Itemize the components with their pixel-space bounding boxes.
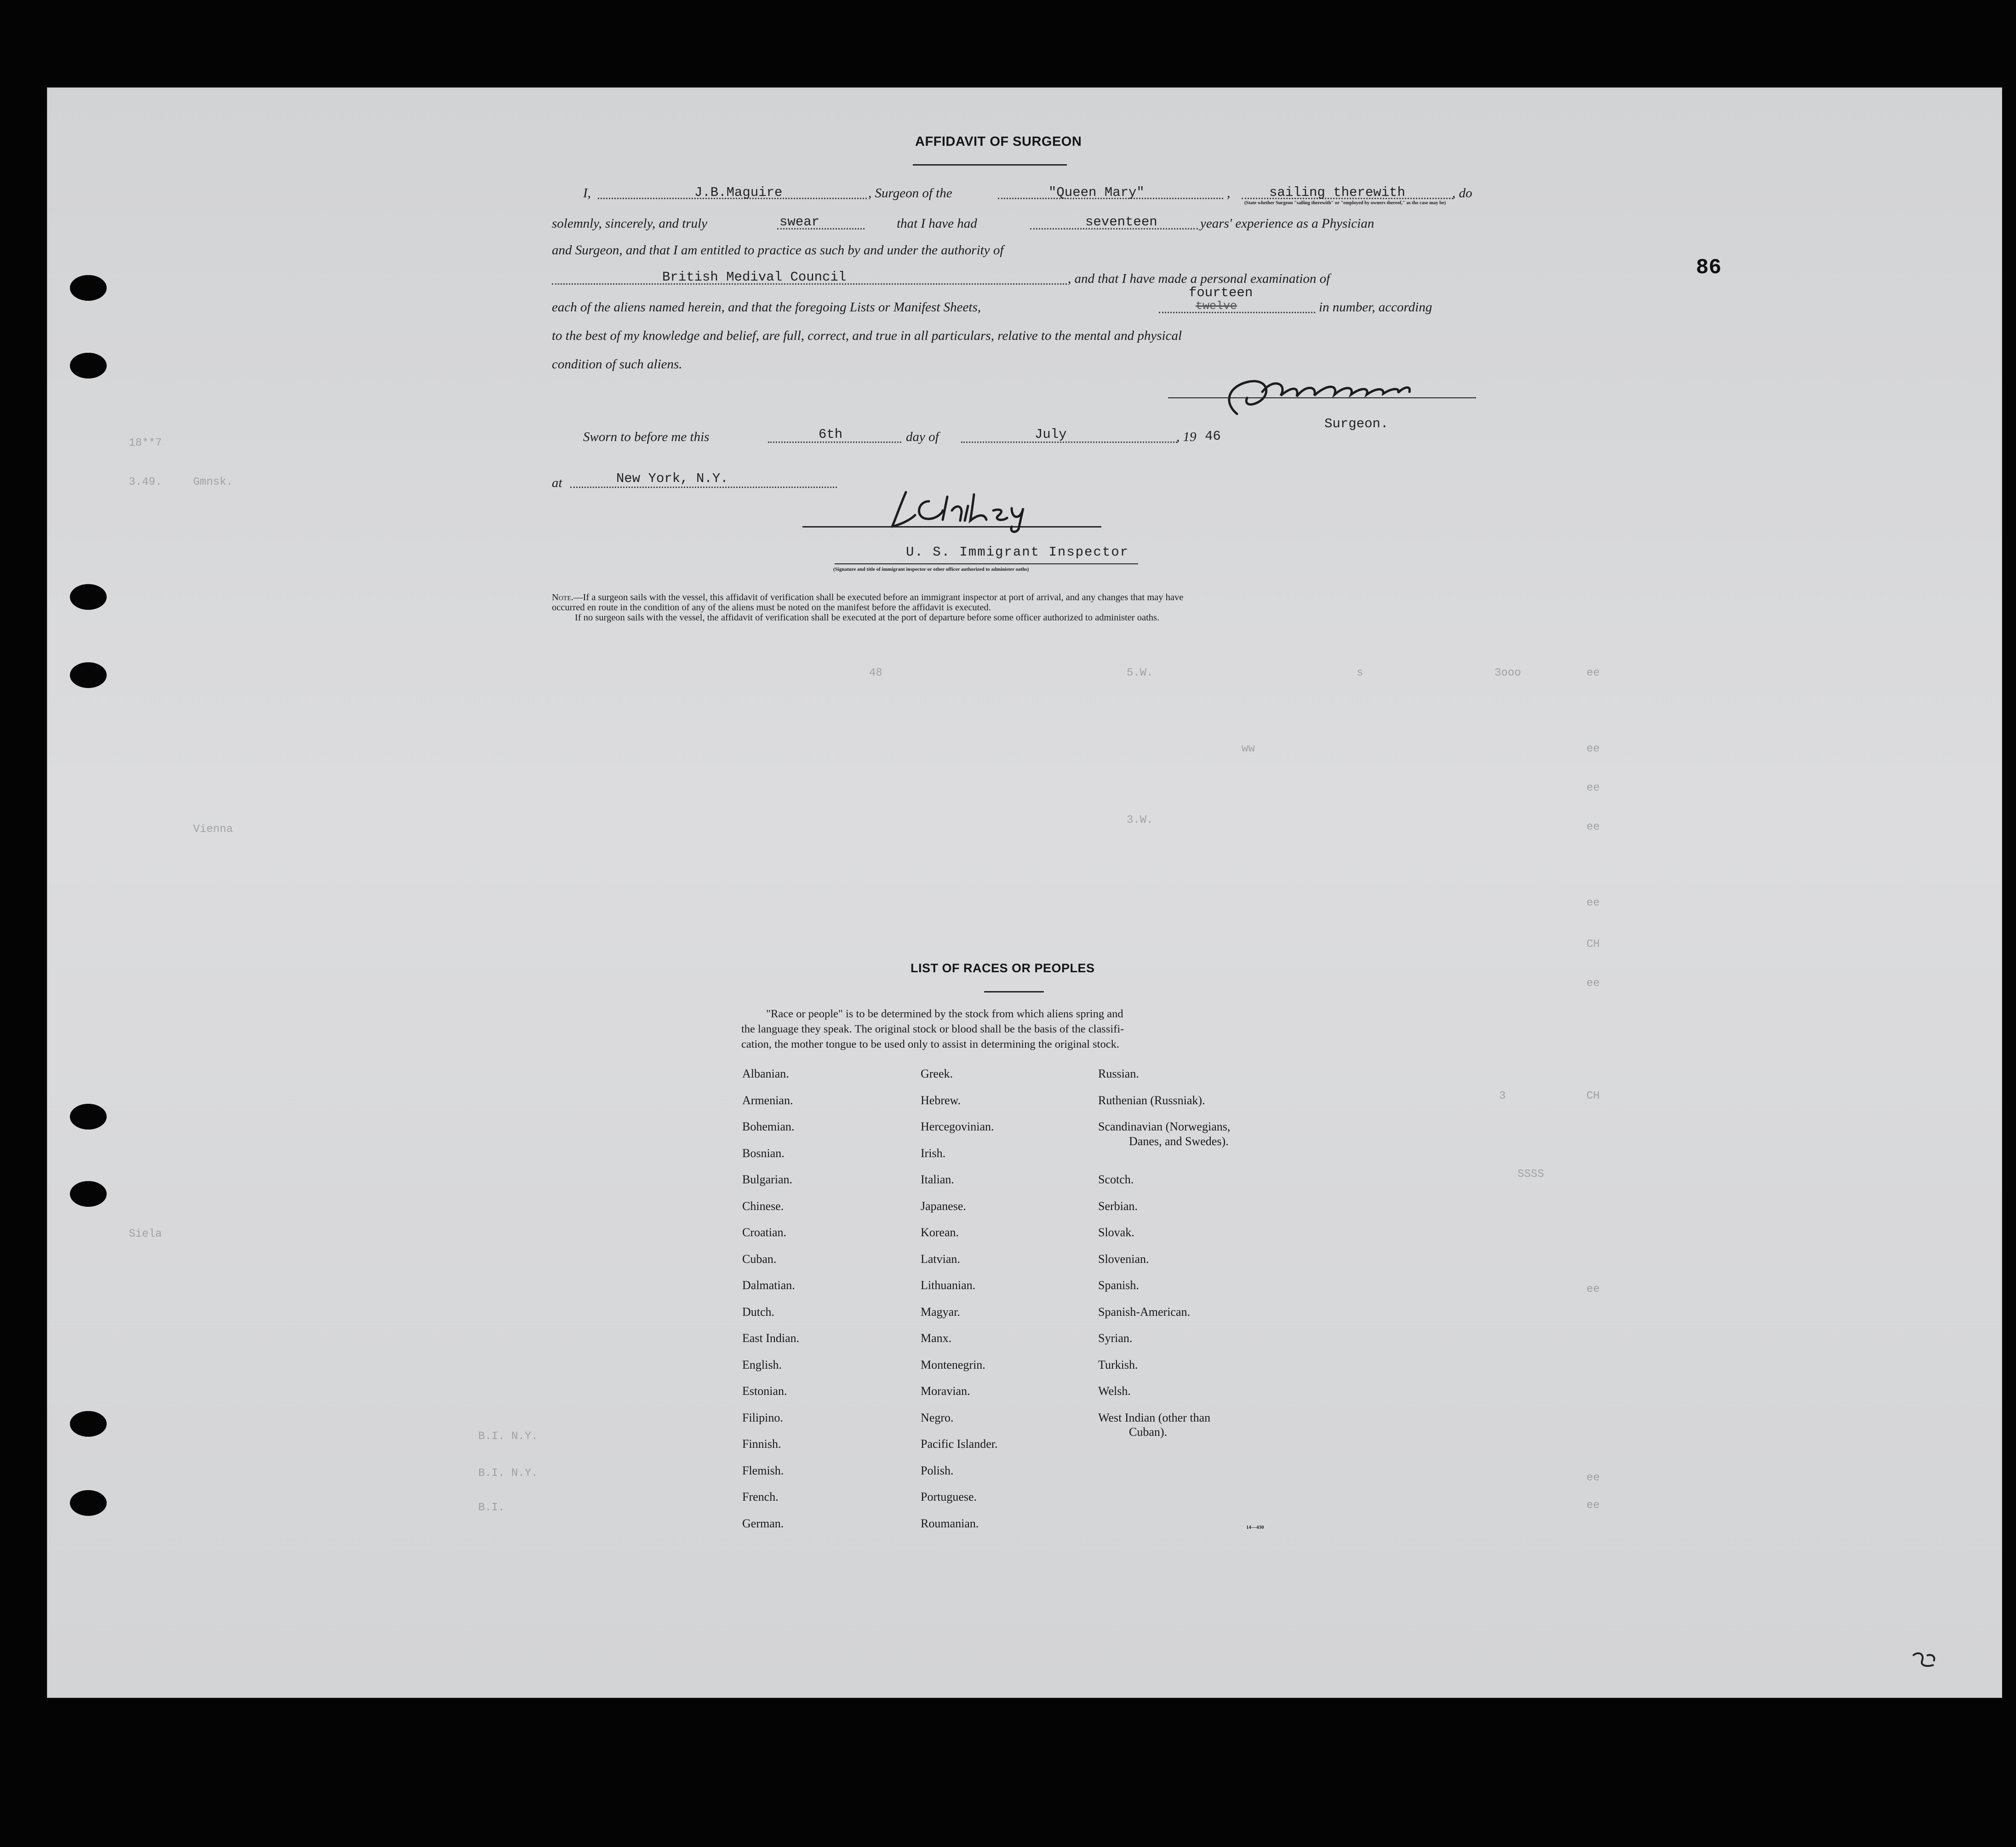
race-item: Latvian. — [921, 1252, 960, 1266]
bleed-through-text: 5.W. — [1127, 667, 1153, 679]
race-item: Ruthenian (Russniak). — [1098, 1093, 1205, 1107]
bleed-through-text: SSSS — [1518, 1168, 1544, 1181]
race-item: Albanian. — [742, 1067, 789, 1080]
sailing-instruction: (State whether Surgeon "sailing therewith" or "employed by owners thereof," as the case may be) — [1244, 201, 1446, 206]
authority: British Medival Council — [662, 270, 847, 285]
note-line-2: occurred en route in the condition of any of the aliens must be noted on the manifest before the affidavit is executed. — [552, 602, 991, 613]
race-item: Estonian. — [742, 1384, 787, 1398]
race-item: Montenegrin. — [921, 1358, 985, 1371]
sworn-day: 6th — [819, 427, 843, 442]
race-item: Hercegovinian. — [921, 1120, 994, 1133]
affidavit-title: AFFIDAVIT OF SURGEON — [915, 134, 1082, 149]
bleed-through-text: ee — [1586, 1472, 1600, 1484]
bleed-through-text: s — [1357, 667, 1363, 679]
race-item: Croatian. — [742, 1226, 787, 1239]
binder-hole — [70, 353, 107, 379]
surgeon-name: J.B.Maguire — [694, 185, 783, 200]
race-item: Korean. — [921, 1226, 959, 1239]
note-line-1: —If a surgeon sails with the vessel, this affidavit of verification shall be executed before an immigrant inspector at port of arrival, and any changes that may have — [573, 592, 1184, 602]
races-intro — [741, 1006, 1124, 1052]
line6: to the best of my knowledge and belief, are full, correct, and true in all particulars, relative to the mental and physical — [552, 328, 1182, 343]
bleed-through-text: ee — [1586, 1283, 1600, 1296]
line3: and Surgeon, and that I am entitled to practice as such by and under the authority of — [552, 243, 1004, 258]
bleed-through-text: ww — [1242, 743, 1255, 755]
note-line-3: If no surgeon sails with the vessel, the affidavit of verification shall be executed at the port of departure before some officer authorized to administer oaths. — [575, 613, 1160, 623]
binder-hole — [70, 1181, 107, 1207]
race-item: Hebrew. — [921, 1093, 961, 1107]
inspector-title: U. S. Immigrant Inspector — [906, 545, 1129, 560]
affidavit-word-i: I, — [583, 186, 591, 201]
line5-b: in number, according — [1319, 300, 1432, 315]
inspector-signature-line — [802, 526, 1101, 528]
sworn-year-prefix: , 19 — [1176, 430, 1197, 444]
race-item: Portuguese. — [921, 1490, 977, 1503]
race-item: Pacific Islander. — [921, 1437, 998, 1451]
surgeon-of-label: , Surgeon of the — [868, 186, 952, 201]
race-item: West Indian (other than — [1098, 1411, 1211, 1424]
races-intro-line-1: "Race or people" is to be determined by the stock from which aliens spring and — [766, 1008, 1123, 1020]
bleed-through-text: Siela — [129, 1228, 162, 1240]
years: seventeen — [1085, 214, 1157, 229]
inspector-instruction: (Signature and title of immigrant inspector or other officer authorized to administer oaths) — [833, 567, 1029, 572]
race-item: Polish. — [921, 1463, 954, 1477]
bleed-through-text: ee — [1586, 897, 1600, 909]
race-item: Finnish. — [742, 1437, 781, 1451]
race-item: Dalmatian. — [742, 1279, 795, 1292]
sheets-struck: twelve — [1196, 299, 1237, 313]
race-item: Cuban). — [1129, 1425, 1168, 1439]
bleed-through-text: 3 — [1499, 1090, 1506, 1102]
race-item: Scandinavian (Norwegians, — [1098, 1120, 1231, 1133]
race-item: Filipino. — [742, 1411, 783, 1424]
race-item: Magyar. — [921, 1305, 960, 1319]
title-underline — [913, 164, 1067, 166]
bleed-through-text: B.I. — [478, 1502, 505, 1514]
sworn-a: Sworn to before me this — [583, 430, 710, 444]
bleed-through-text: 18**7 — [129, 437, 162, 449]
race-item: Negro. — [921, 1411, 954, 1424]
race-item: English. — [742, 1358, 782, 1371]
race-item: East Indian. — [742, 1331, 800, 1345]
bleed-through-text: CH — [1586, 938, 1600, 951]
races-intro-line-3: cation, the mother tongue to be used only to assist in determining the original stock. — [741, 1038, 1119, 1050]
race-item: Serbian. — [1098, 1199, 1138, 1213]
at-label: at — [552, 476, 562, 490]
bleed-through-text: 3.W. — [1127, 814, 1153, 826]
line4: , and that I have made a personal examination of — [1068, 271, 1330, 286]
race-item: Slovak. — [1098, 1226, 1134, 1239]
bleed-through-text: ee — [1586, 743, 1600, 755]
bleed-through-text: ee — [1586, 1499, 1600, 1512]
line2-b: that I have had — [897, 216, 977, 231]
surgeon-signature — [1168, 359, 1476, 423]
vessel-name: "Queen Mary" — [1048, 185, 1145, 200]
race-item: Roumanian. — [921, 1516, 979, 1530]
race-item: Welsh. — [1098, 1384, 1131, 1398]
race-item: Bohemian. — [742, 1120, 795, 1133]
bleed-through-text: 3.49. — [129, 476, 162, 488]
race-item: Japanese. — [921, 1199, 966, 1213]
binder-hole — [70, 1104, 107, 1130]
comma: , — [1227, 186, 1231, 201]
page-number: 86 — [1696, 256, 1722, 280]
bleed-through-text: ee — [1586, 977, 1600, 990]
binder-hole — [70, 1411, 107, 1437]
race-item: Manx. — [921, 1331, 952, 1345]
races-title-underline — [984, 991, 1044, 992]
race-item: Lithuanian. — [921, 1279, 976, 1292]
sailing-status: sailing therewith — [1269, 185, 1405, 200]
races-title: LIST OF RACES OR PEOPLES — [911, 961, 1095, 975]
sworn-place: New York, N.Y. — [616, 471, 728, 486]
bleed-through-text: 48 — [869, 667, 882, 679]
bleed-through-text: B.I. N.Y. — [478, 1467, 538, 1480]
line2-c: years' experience as a Physician — [1200, 216, 1375, 231]
race-item: Turkish. — [1098, 1358, 1138, 1371]
sheets-corrected: fourteen — [1189, 285, 1253, 300]
surgeon-signature-line — [1168, 397, 1476, 398]
sworn-b: day of — [906, 430, 939, 444]
oath-word: swear — [779, 214, 820, 229]
binder-hole — [70, 584, 107, 610]
race-item: Danes, and Swedes). — [1129, 1134, 1229, 1148]
race-item: Moravian. — [921, 1384, 970, 1398]
bleed-through-text: CH — [1586, 1090, 1600, 1102]
race-item: Syrian. — [1098, 1331, 1133, 1345]
sworn-month: July — [1035, 427, 1067, 442]
race-item: Italian. — [921, 1173, 954, 1186]
sworn-year-suffix: 46 — [1205, 429, 1221, 444]
binder-hole — [70, 662, 107, 688]
race-item: German. — [742, 1516, 784, 1530]
bleed-through-text: ee — [1586, 782, 1600, 794]
line2-a: solemnly, sincerely, and truly — [552, 216, 708, 231]
race-item: Armenian. — [742, 1093, 793, 1107]
race-item: Dutch. — [742, 1305, 775, 1319]
do-label: , do — [1452, 186, 1472, 201]
binder-hole — [70, 275, 107, 301]
line7: condition of such aliens. — [552, 357, 682, 372]
sworn-place-line — [570, 487, 837, 488]
race-item: Flemish. — [742, 1463, 784, 1477]
line5-a: each of the aliens named herein, and that the foregoing Lists or Manifest Sheets, — [552, 300, 981, 315]
note-label: Note. — [552, 592, 574, 602]
race-item: Spanish. — [1098, 1279, 1139, 1292]
bleed-through-text: Gmnsk. — [193, 476, 233, 488]
race-item: Greek. — [921, 1067, 953, 1080]
inspector-title-line — [835, 563, 1138, 564]
race-item: Bulgarian. — [742, 1173, 793, 1186]
bleed-through-text: 3ooo — [1495, 667, 1521, 679]
binder-hole — [70, 1490, 107, 1516]
race-item: Scotch. — [1098, 1173, 1134, 1186]
note-paragraph — [552, 592, 1475, 623]
corner-mark — [1908, 1646, 1941, 1676]
bleed-through-text: ee — [1586, 821, 1600, 833]
bleed-through-text: Vienna — [193, 823, 233, 836]
race-item: Russian. — [1098, 1067, 1139, 1080]
races-intro-line-2: the language they speak. The original stock or blood shall be the basis of the classifi- — [741, 1023, 1124, 1035]
bleed-through-text: B.I. N.Y. — [478, 1430, 538, 1443]
race-item: Chinese. — [742, 1199, 784, 1213]
race-item: Irish. — [921, 1146, 946, 1160]
race-item: Bosnian. — [742, 1146, 785, 1160]
form-number: 14—430 — [1246, 1525, 1264, 1530]
sworn-month-line — [961, 442, 1177, 443]
race-item: Cuban. — [742, 1252, 777, 1266]
bleed-through-text: ee — [1586, 667, 1600, 679]
race-item: Spanish-American. — [1098, 1305, 1191, 1319]
race-item: French. — [742, 1490, 779, 1503]
surgeon-label: Surgeon. — [1324, 416, 1389, 431]
race-item: Slovenian. — [1098, 1252, 1149, 1266]
